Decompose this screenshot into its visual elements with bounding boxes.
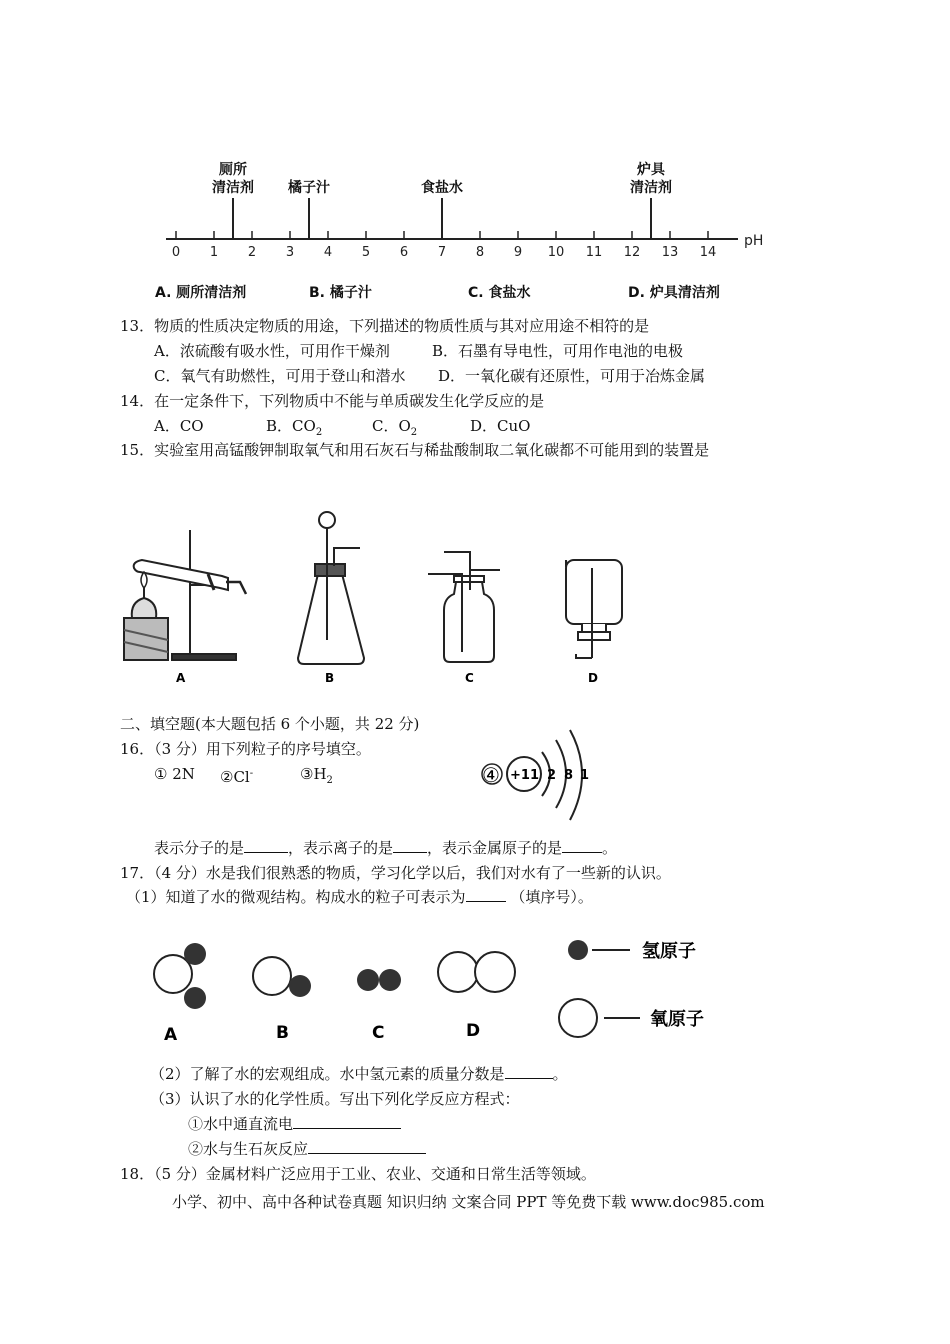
q17-blank-structure[interactable] bbox=[466, 887, 506, 902]
ph-option-b: B. 橘子汁 bbox=[309, 285, 372, 301]
apparatus-a bbox=[124, 530, 246, 660]
ph-tick-label-9: 9 bbox=[513, 245, 523, 260]
q14-option-c: C．$O_2$ bbox=[372, 417, 418, 438]
q13-option-b: B．石墨有导电性，可用作电池的电极 bbox=[432, 342, 684, 360]
q15-stem: 15．实验室用高锰酸钾制取氧气和用石灰石与稀盐酸制取二氧化碳都不可能用到的装置是 bbox=[120, 441, 710, 459]
apparatus-b bbox=[298, 512, 364, 664]
q18-stem: 18．（5 分）金属材料广泛应用于工业、农业、交通和日常生活等领域。 bbox=[120, 1165, 596, 1183]
q13-option-c: C．氧气有助燃性，可用于登山和潜水 bbox=[154, 367, 406, 385]
q16-blank-molecule[interactable] bbox=[244, 838, 288, 853]
ph-tick-label-10: 10 bbox=[547, 245, 565, 260]
q13-option-a: A．浓硫酸有吸水性，可用作干燥剂 bbox=[154, 342, 390, 360]
q17-part-3-2: ②水与生石灰反应 bbox=[188, 1139, 426, 1159]
ph-tick-label-4: 4 bbox=[323, 245, 333, 260]
ph-scale-figure bbox=[0, 150, 950, 260]
q14-option-a: A．CO bbox=[154, 417, 204, 435]
apparatus-label-b: B bbox=[325, 671, 335, 685]
ph-unit-label: pH bbox=[744, 233, 764, 249]
q17-part-2: （2）了解了水的宏观组成。水中氢元素的质量分数是 。 bbox=[150, 1065, 568, 1083]
ph-tick-label-8: 8 bbox=[475, 245, 485, 260]
q17-stem: 17．（4 分）水是我们很熟悉的物质，学习化学以后，我们对水有了一些新的认识。 bbox=[120, 864, 671, 882]
q17-blank-quicklime[interactable] bbox=[308, 1139, 426, 1154]
ph-marker-label-4: 清洁剂 bbox=[630, 180, 672, 196]
ph-tick-label-6: 6 bbox=[399, 245, 409, 260]
apparatus-c bbox=[428, 552, 500, 662]
ph-option-c: C. 食盐水 bbox=[468, 285, 531, 301]
shell-electrons-3: 1 bbox=[580, 768, 590, 783]
q17-part-3-1: ①水中通直流电 bbox=[188, 1114, 401, 1134]
ph-marker-label-4: 炉具 bbox=[637, 162, 665, 178]
lab-apparatus-figure bbox=[110, 490, 630, 690]
q16-item-2: ②Cl- bbox=[220, 768, 254, 786]
page-footer: 小学、初中、高中各种试卷真题 知识归纳 文案合同 PPT 等免费下载 www.doc985.com bbox=[172, 1193, 765, 1211]
atom-label: ④ bbox=[482, 763, 500, 787]
q17-part-1: （1）知道了水的微观结构。构成水的粒子可表示为 （填序号）。 bbox=[126, 888, 593, 906]
ph-marker-label-1: 厕所 bbox=[219, 162, 247, 178]
ph-tick-label-3: 3 bbox=[285, 245, 295, 260]
legend-hydrogen: 氢原子 bbox=[642, 941, 696, 962]
molecule-label-d: D bbox=[466, 1021, 481, 1041]
legend-oxygen: 氧原子 bbox=[650, 1009, 704, 1030]
ph-tick-label-13: 13 bbox=[661, 245, 679, 260]
q16-stem: 16．（3 分）用下列粒子的序号填空。 bbox=[120, 740, 371, 758]
ph-tick-label-12: 12 bbox=[623, 245, 641, 260]
ph-tick-label-11: 11 bbox=[585, 245, 603, 260]
q14-option-b: B．$CO_2$ bbox=[266, 417, 323, 438]
molecule-label-c: C bbox=[372, 1023, 385, 1043]
apparatus-d bbox=[566, 560, 622, 658]
q14-option-d: D．CuO bbox=[470, 417, 531, 435]
apparatus-label-c: C bbox=[465, 671, 474, 685]
q16-blank-metal-atom[interactable] bbox=[562, 838, 602, 853]
hydrogen-atom-legend-icon bbox=[568, 940, 588, 960]
ph-tick-label-5: 5 bbox=[361, 245, 371, 260]
ph-marker-label-2: 橘子汁 bbox=[288, 180, 330, 196]
ph-tick-label-0: 0 bbox=[171, 245, 181, 260]
ph-tick-label-2: 2 bbox=[247, 245, 257, 260]
q13-stem: 13．物质的性质决定物质的用途，下列描述的物质性质与其对应用途不相符的是 bbox=[120, 317, 650, 335]
water-molecule-options bbox=[140, 930, 740, 1050]
ph-option-d: D. 炉具清洁剂 bbox=[628, 285, 720, 301]
q13-option-d: D．一氧化碳有还原性，可用于冶炼金属 bbox=[438, 367, 706, 385]
q17-blank-electrolysis[interactable] bbox=[293, 1114, 401, 1129]
ph-tick-label-1: 1 bbox=[209, 245, 219, 260]
q17-blank-mass-fraction[interactable] bbox=[505, 1064, 553, 1079]
q16-item-1: ① 2N bbox=[154, 765, 195, 783]
apparatus-label-a: A bbox=[176, 671, 186, 685]
ph-marker-label-3: 食盐水 bbox=[421, 180, 463, 196]
ph-option-a: A. 厕所清洁剂 bbox=[155, 285, 247, 301]
molecule-label-b: B bbox=[276, 1023, 289, 1043]
shell-electrons-2: 8 bbox=[564, 768, 574, 783]
ph-tick-label-14: 14 bbox=[699, 245, 717, 260]
nucleus-charge: +11 bbox=[510, 768, 539, 783]
section-2-title: 二、填空题(本大题包括 6 个小题，共 22 分) bbox=[120, 715, 420, 733]
apparatus-label-d: D bbox=[588, 671, 598, 685]
ph-marker-label-1: 清洁剂 bbox=[212, 180, 254, 196]
molecule-label-a: A bbox=[164, 1025, 178, 1045]
sodium-atom-diagram bbox=[470, 726, 610, 826]
q14-stem: 14．在一定条件下，下列物质中不能与单质碳发生化学反应的是 bbox=[120, 392, 545, 410]
q16-item-3: $③H_2$ bbox=[300, 765, 333, 786]
q17-part-3: （3）认识了水的化学性质。写出下列化学反应方程式： bbox=[150, 1090, 520, 1108]
shell-electrons-1: 2 bbox=[547, 768, 557, 783]
oxygen-atom-legend-icon bbox=[559, 999, 597, 1037]
ph-tick-label-7: 7 bbox=[437, 245, 447, 260]
q16-blank-ion[interactable] bbox=[393, 838, 427, 853]
q16-answer-line: 表示分子的是 ，表示离子的是 ，表示金属原子的是 。 bbox=[154, 839, 618, 857]
